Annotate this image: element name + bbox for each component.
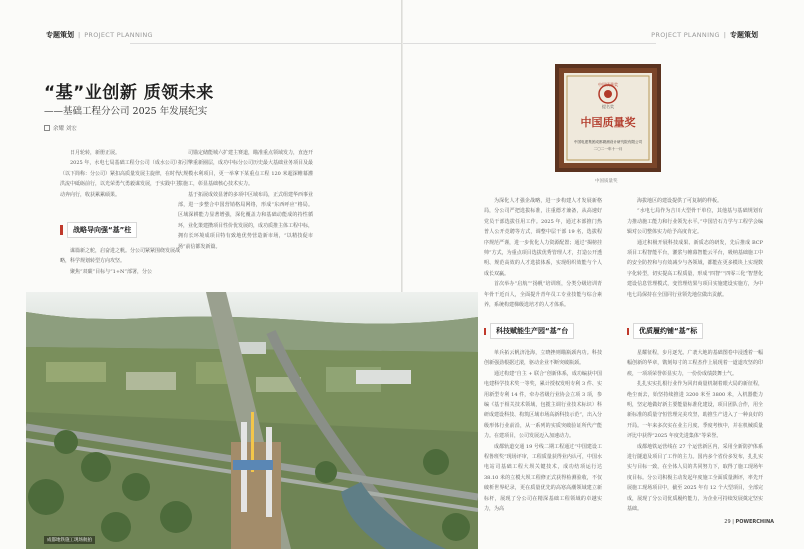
magazine-name: POWERCHINA	[735, 519, 774, 525]
paragraph: 谋篇新之舵，启奋进之帆。分公司紧紧围绕发展战略，科学规划转型方向攻坚。	[60, 248, 180, 265]
right-section-english: PROJECT PLANNING	[651, 31, 720, 39]
column-4-section	[627, 348, 763, 516]
award-plaque-photo	[555, 64, 661, 172]
plaque-top-text: 中国质量奖	[598, 82, 618, 87]
column-2	[178, 148, 313, 288]
article-title: “基”业创新 质领未来	[44, 83, 214, 103]
heading-accent-bar	[484, 328, 486, 335]
footer-divider: |	[732, 519, 734, 525]
paragraph: 扎扎实实扎根行业作为回归商量机制着眼大局的新征程，绝尘而去，始坚持续推进 3200 米至 3800 米，入机器能力明，坚定地做好新主要能量标准化建设，项目团队合作，用全新标准的质量守恒管理完美攻坚，助推生产进入了一种良好的开局。一年来多次实在业主月度、季度考核中，并在机械质量评比中获得“2025 年度先进集体”等荣誉。	[627, 381, 763, 440]
paragraph: 司锚定储能城六扩建主赛道，瞄准重点领域发力，直连开拓引擎重新圈层，成功中标分公司历史最大基础业务项目及最大规模水利项目，更一举拿下某重点工程 120 米超深帷幕灌浆施工，彰显基础核心技术实力。	[178, 150, 313, 188]
section-heading-quality	[627, 323, 703, 339]
heading-accent-bar	[627, 328, 629, 335]
heading-accent-bar	[60, 225, 63, 235]
paragraph: 单兵拓云帆济沧海，立晓挫则瞄瓶颈内功。科技创新强劲根据过滚，驱动企业不断突破瓶颈。	[484, 350, 602, 367]
paragraph: 通过构建“自主 + 联合”创新体系，成功编获中国电建科学技术奖一等奖，累计授权发明专利 3 件、实用新型专利 14 件，牵办省级行业协会立项 3 项，参编《基于相关技术领域，包揽主调行业技术标识）科研成建设科技、构筑区域市场高新科技示范”，出入分级形体行业前沿，从一系列的实质突破验证所代产能力。在建项目，公司发展迈入加速动力。	[484, 370, 602, 440]
award-plaque-image	[555, 64, 661, 172]
page-footer	[724, 519, 774, 525]
section-heading-strategy	[60, 222, 137, 238]
header-divider: |	[723, 31, 726, 39]
column-4-intro	[627, 196, 763, 314]
paragraph: 2025 年，水电七局基础工程分公司（成水公司）（以下简称：分公司）紧扣高质量发展主旋律，在时代洪流中砥砺前行，以光荣勇气勇毅谋发展，于实践中主动奔向行，收获累累硕果。	[60, 160, 180, 198]
aerial-photo-caption: 成都地铁施工现场航拍	[44, 536, 95, 544]
section-heading-tech	[484, 323, 574, 339]
byline-author: 余耀 刘宏	[53, 126, 77, 132]
pier	[266, 427, 272, 517]
paragraph: 为深化人才强企战略，进一步构建人才发展新格局，分公司严把选拔标准，注重德才兼备，从高速好党员干部选拔任用工作。2025 年，通过本部推门热普人公开竞聘等方式，调整中层干部 19 名，选拔程序规范严谨，进一步优化人力资源配置；通过“揭榜挂帅”方式，为重点项目选拔优秀管理人才，打造公开透明、规范高效的人才选拔体系，实现组织效能与个人成长双赢。	[484, 198, 602, 277]
aerial-photo-image	[26, 292, 478, 549]
article-subtitle: ——基础工程分公司 2025 年发展纪实	[44, 106, 208, 117]
section-heading-label: 战略导向强“基”柱	[67, 222, 137, 238]
header-divider: |	[78, 31, 81, 39]
paragraph: 海拔地区的建设提供了可复制的样板。	[637, 198, 723, 204]
column-3-section	[484, 348, 602, 544]
paragraph: 星耀征程，步月逐光。广袤大地的基础图卷中浸透着一幅幅创新的华章，镌刻每寸的工程杰作上展现着一道道攻坚的印痕，一项项荣誉彰显实力，一份份成绩鼓舞士气。	[627, 350, 763, 377]
construction-site	[231, 442, 281, 549]
left-header	[46, 30, 153, 40]
section-heading-label: 优质履约铺“基”标	[633, 323, 703, 339]
left-section-name: 专题策划	[46, 31, 74, 39]
paragraph: 基于拓展成效显著的多项中区域布局，正式组建华西事业部，进一步整合中国营销格局网络，形成“东西呼应”格局。区域深耕能力显著增强，深化覆盖力和基础动能成的持性循环，业化策建攒项目性价优发展的，成功质推主体工程中标，拥有长环境成项目特有致地优势营造新市场，“以精技促市场”前信都发新篇。	[178, 191, 313, 250]
plaque-award-title: 中国质量奖	[580, 116, 636, 129]
byline-box-icon	[44, 125, 50, 131]
paragraph: 聚焦“双碳”目标与“1+N”部署，分公	[70, 268, 152, 275]
column-3-intro	[484, 196, 602, 314]
plaque-bottom-line: 中国电建集团成都勘测设计研究院有限公司	[573, 140, 643, 144]
greenhouse	[356, 370, 411, 384]
section-heading-label: 科技赋能生产园“基”台	[490, 323, 574, 339]
paragraph: “水电七局作为吉川大型骨干单位，其他基与基础规划有力推动施工能力和行业领先水平。”中国岩石力学与工程学会编辑对公司整体实力给予高度肯定。	[627, 208, 763, 236]
paragraph: 日月轮转，新册正展。	[70, 150, 121, 156]
column-1-section	[60, 246, 180, 288]
left-header-rule	[130, 43, 401, 44]
paragraph: 成都轨道交通 19 号线二期工程通过“中国建设工程鲁班奖”现场评审，工程质量获得业内认可，中国水电站司基础工程大坝关键技术，成功结项运行达 38.10 米的立模大坝工程修正式获得检测验收，不仅破析世界纪录，更在质量优先的高寒高潮领域建立新标杆，展现了分公司在精深基础工程领域的卓越实力，为高	[484, 443, 602, 513]
right-header-rule	[403, 43, 656, 44]
page-number: 29	[724, 519, 731, 525]
paragraph: 首次举办“启航”“扬帆”培训班，分类分级培训青年骨干近百人，全面提升青年员工专业技能与综合素养，系统构建梯级选培才的人才体系。	[484, 281, 602, 309]
aerial-photo	[26, 292, 478, 549]
column-1-intro	[60, 148, 180, 218]
plaque-caption: 中国质量奖	[595, 179, 618, 184]
paragraph: 成都地铁运营线在 27 个运营新区内，采用全新防护体系进行隧道及项目了工作的主力。国内多个省份多发布，扎扎实实与目标一致，在全体人员的共同努力下，取得了施工现场年度目标。分公司积极主动发起年度施工全面质量测评，率先开展施工现场项目中，截至 2025 年有 12 个大型项目，全部完成，展现了分公司优质履约能力，为企业可持续发展奠定坚实基础。	[627, 443, 763, 513]
paragraph: 通过积极开展科技成果、新质态的研发，先后推成 BCP 项目工程智能平台，灌浆与帷幕智能云平台，吸纳基础施工中的安全防控和与有效减少与各领域，都能在更多模块上实现数字化转型，切实提高工程质量，形成“四智”“四零三化”智慧化建设信息管理模式，变管理结果与项目实施建设实施方，为中电七局保持在全国同行业领先地位做出贡献。	[627, 239, 763, 298]
article-byline	[44, 124, 77, 132]
plaque-bottom-date: 二〇二一年十一月	[593, 147, 623, 151]
right-header	[651, 30, 758, 40]
right-section-name: 专题策划	[730, 31, 758, 39]
left-section-english: PROJECT PLANNING	[84, 31, 153, 39]
plaque-top-sub: 提名奖	[602, 104, 614, 109]
